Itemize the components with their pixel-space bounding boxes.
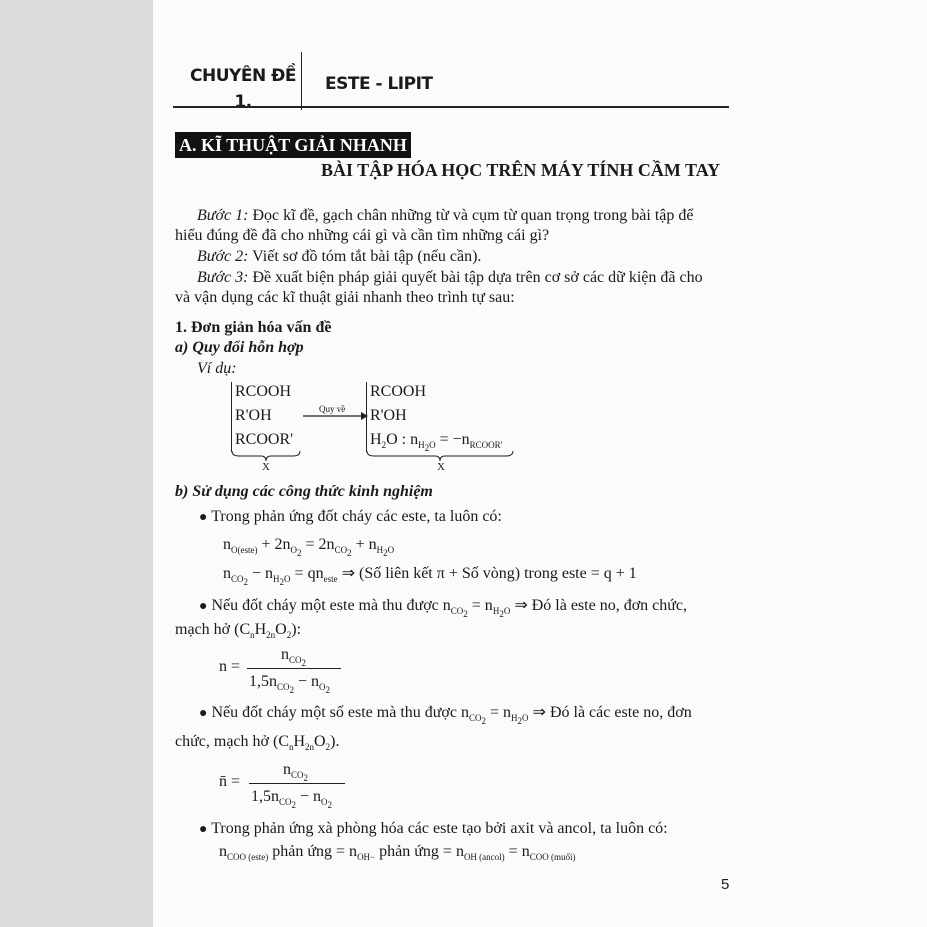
left-brace-label: X: [262, 461, 270, 473]
header-divider: [301, 52, 302, 110]
chapter-number: 1.: [234, 92, 252, 112]
step-1-line-2: hiểu đúng đề đã cho những cái gì và cần tìm những cái gì?: [175, 227, 550, 244]
step-2: Bước 2: Viết sơ đồ tóm tắt bài tập (nếu cần).: [197, 248, 482, 265]
right-brace-label: X: [437, 461, 445, 473]
fraction-1-num: $n_{CO_2}$: [281, 646, 307, 668]
right-item-2: R'OH: [370, 407, 407, 424]
book-page: [153, 0, 927, 927]
chapter-title: ESTE - LIPIT: [325, 74, 433, 94]
fraction-1-den: $1,5n_{CO_2} - n_{O_2}$: [249, 673, 331, 695]
bullet-1: ● Trong phản ứng đốt cháy các este, ta luôn có:: [199, 508, 502, 525]
step-3-line-2: và vận dụng các kĩ thuật giải nhanh theo trình tự sau:: [175, 289, 515, 306]
step-3-line-1: Bước 3: Đề xuất biện pháp giải quyết bài tập dựa trên cơ sở các dữ kiện đã cho: [197, 269, 703, 286]
fraction-1-bar: [247, 668, 341, 669]
left-group-bar: [231, 382, 232, 452]
right-group-bar: [366, 382, 367, 452]
fraction-2-den: $1,5n_{CO_2} - n_{O_2}$: [251, 788, 333, 810]
page-number: 5: [721, 876, 730, 893]
right-item-3: $H_2O$ : $n_{H_2O} = -n_{RCOOR'}$: [370, 431, 503, 453]
bullet-3-line-2: chức, mạch hở $(C_nH_{2n}O_2)$.: [175, 733, 340, 753]
part1-heading: 1. Đơn giản hóa vấn đề: [175, 319, 332, 336]
formula-2: $n_{CO_2} - n_{H_2O} = qn_{este}$ ⇒ (Số liên kết π + Số vòng) trong este = q + 1: [223, 565, 637, 587]
part1-a-heading: a) Quy đổi hỗn hợp: [175, 339, 304, 356]
left-item-3: RCOOR': [235, 431, 294, 448]
arrow-label: Quy về: [319, 404, 346, 414]
bullet-3-line-1: ● Nếu đốt cháy một số este mà thu được $n_{CO_2} = n_{H_2O}$ ⇒ Đó là các este no, đơn: [199, 704, 692, 726]
chapter-label: CHUYÊN ĐỀ: [190, 66, 296, 86]
bullet-4: ● Trong phản ứng xà phòng hóa các este tạo bởi axit và ancol, ta luôn có:: [199, 820, 668, 837]
bullet-2-line-1: ● Nếu đốt cháy một este mà thu được $n_{CO_2} = n_{H_2O}$ ⇒ Đó là este no, đơn chức,: [199, 597, 688, 619]
fraction-2-bar: [249, 783, 345, 784]
fraction-2-num: $n_{CO_2}$: [283, 761, 309, 783]
arrow-icon: [303, 411, 369, 421]
section-label: A. KĨ THUẬT GIẢI NHANH: [175, 132, 411, 158]
bullet-2-line-2: mạch hở $(C_nH_{2n}O_2)$:: [175, 621, 302, 641]
left-item-1: RCOOH: [235, 383, 292, 400]
formula-1: $n_{O(este)} + 2n_{O_2} = 2n_{CO_2} + n_{H_2O}$: [223, 536, 395, 558]
section-title: BÀI TẬP HÓA HỌC TRÊN MÁY TÍNH CẦM TAY: [321, 160, 721, 180]
example-label: Ví dụ:: [197, 360, 237, 377]
part1-b-heading: b) Sử dụng các công thức kinh nghiệm: [175, 483, 433, 500]
fraction-1-lhs: n =: [219, 658, 241, 675]
step-1-line-1: Bước 1: Đọc kĩ đề, gạch chân những từ và cụm từ quan trọng trong bài tập để: [197, 207, 694, 224]
saponification-formula: $n_{COO (este)}$ phản ứng = $n_{OH-}$ phản ứng = $n_{OH (ancol)} = n_{COO (muối)}$: [219, 843, 576, 863]
fraction-2-lhs: n̄ =: [219, 773, 241, 790]
header-rule: [173, 106, 729, 108]
left-item-2: R'OH: [235, 407, 272, 424]
right-item-1: RCOOH: [370, 383, 427, 400]
